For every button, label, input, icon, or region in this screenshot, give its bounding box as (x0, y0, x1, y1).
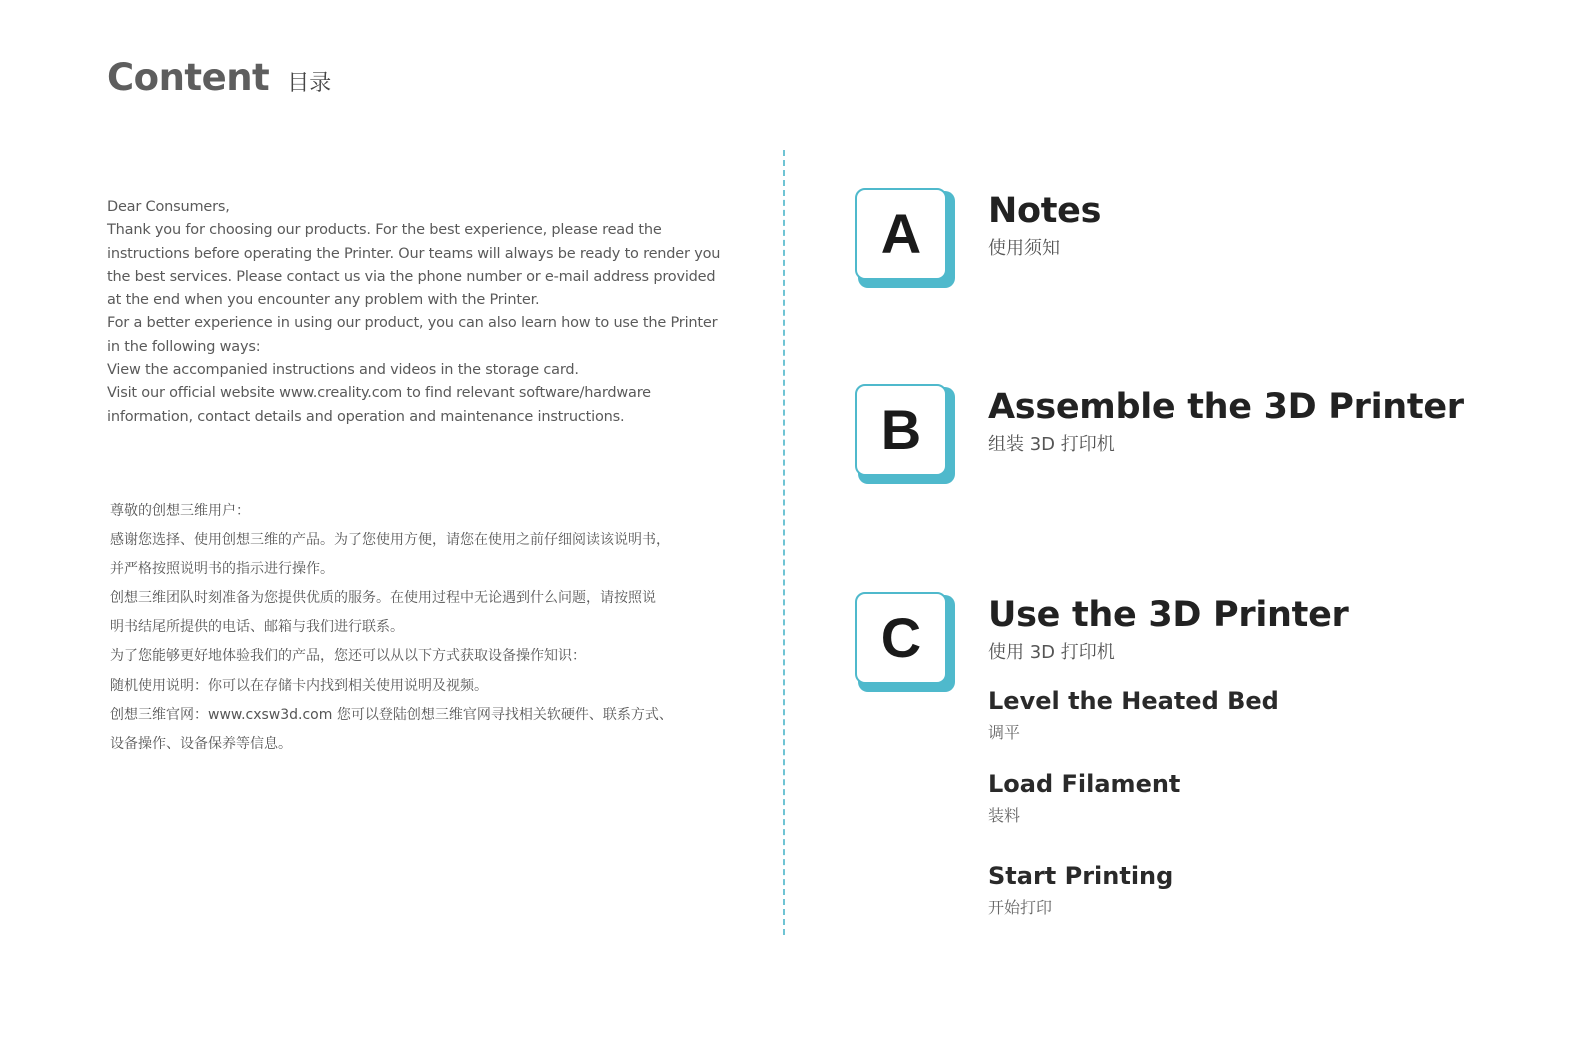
intro-line: For a better experience in using our product, you can also learn how to use the Printer (107, 315, 718, 332)
badge-face (855, 188, 947, 280)
dashed-divider (783, 150, 785, 935)
intro-cn-line: 尊敬的创想三维用户： (110, 503, 250, 519)
section-a-text (988, 188, 1101, 262)
intro-chinese (110, 497, 750, 759)
subitem-subtitle: 调平 (988, 723, 1021, 742)
subitem-start-printing[interactable] (988, 860, 1173, 920)
subitem-title: Load Filament (988, 770, 1181, 798)
subitem-title: Start Printing (988, 862, 1174, 890)
intro-line: instructions before operating the Printer. Our teams will always be ready to render you (107, 245, 721, 262)
subitem-level-bed[interactable] (988, 685, 1279, 745)
section-b-text (988, 384, 1464, 458)
intro-line: Visit our official website www.creality.com to find relevant software/hardware (107, 385, 651, 402)
subitem-subtitle: 开始打印 (988, 898, 1053, 917)
page-title: Content (107, 56, 270, 99)
section-subtitle: 组装 3D 打印机 (988, 434, 1115, 455)
intro-cn-line: 明书结尾所提供的电话、邮箱与我们进行联系。 (110, 619, 404, 636)
subitem-load-filament[interactable] (988, 768, 1180, 828)
page-title-chinese: 目录 (287, 71, 332, 96)
section-title: Use the 3D Printer (988, 595, 1349, 635)
section-title: Notes (988, 191, 1102, 231)
page-header (107, 56, 331, 99)
intro-line: the best services. Please contact us via the phone number or e-mail address provided (107, 268, 716, 285)
intro-line: information, contact details and operation and maintenance instructions. (107, 408, 625, 425)
section-subtitle: 使用须知 (988, 238, 1060, 259)
intro-line: Dear Consumers, (107, 199, 230, 215)
intro-line: View the accompanied instructions and videos in the storage card. (107, 362, 579, 379)
section-letter: B (880, 398, 922, 461)
intro-cn-line: 随机使用说明：你可以在存储卡内找到相关使用说明及视频。 (110, 677, 488, 694)
intro-cn-line: 创想三维团队时刻准备为您提供优质的服务。在使用过程中无论遇到什么问题，请按照说 (110, 590, 656, 607)
intro-cn-line: 为了您能够更好地体验我们的产品，您还可以从以下方式获取设备操作知识： (110, 648, 586, 665)
intro-cn-line: 创想三维官网：www.cxsw3d.com 您可以登陆创想三维官网寻找相关软硬件、联系方式、 (110, 706, 673, 723)
intro-cn-line: 感谢您选择、使用创想三维的产品。为了您使用方便，请您在使用之前仔细阅读该说明书， (110, 532, 670, 549)
section-letter: A (880, 202, 922, 265)
section-subtitle: 使用 3D 打印机 (988, 642, 1115, 663)
subitem-title: Level the Heated Bed (988, 687, 1279, 715)
section-c-text (988, 592, 1349, 666)
subitem-subtitle: 装料 (988, 806, 1021, 825)
intro-line: in the following ways: (107, 338, 261, 355)
intro-cn-line: 设备操作、设备保养等信息。 (110, 735, 292, 752)
section-letter: C (880, 606, 922, 669)
intro-line: at the end when you encounter any problem with the Printer. (107, 292, 540, 309)
section-title: Assemble the 3D Printer (988, 387, 1464, 427)
section-c-badge (855, 592, 955, 692)
section-b-badge (855, 384, 955, 484)
intro-english (107, 196, 747, 429)
badge-face (855, 592, 947, 684)
badge-face (855, 384, 947, 476)
intro-line: Thank you for choosing our products. For the best experience, please read the (107, 222, 662, 239)
intro-cn-line: 并严格按照说明书的指示进行操作。 (110, 561, 334, 578)
section-a-badge (855, 188, 955, 288)
